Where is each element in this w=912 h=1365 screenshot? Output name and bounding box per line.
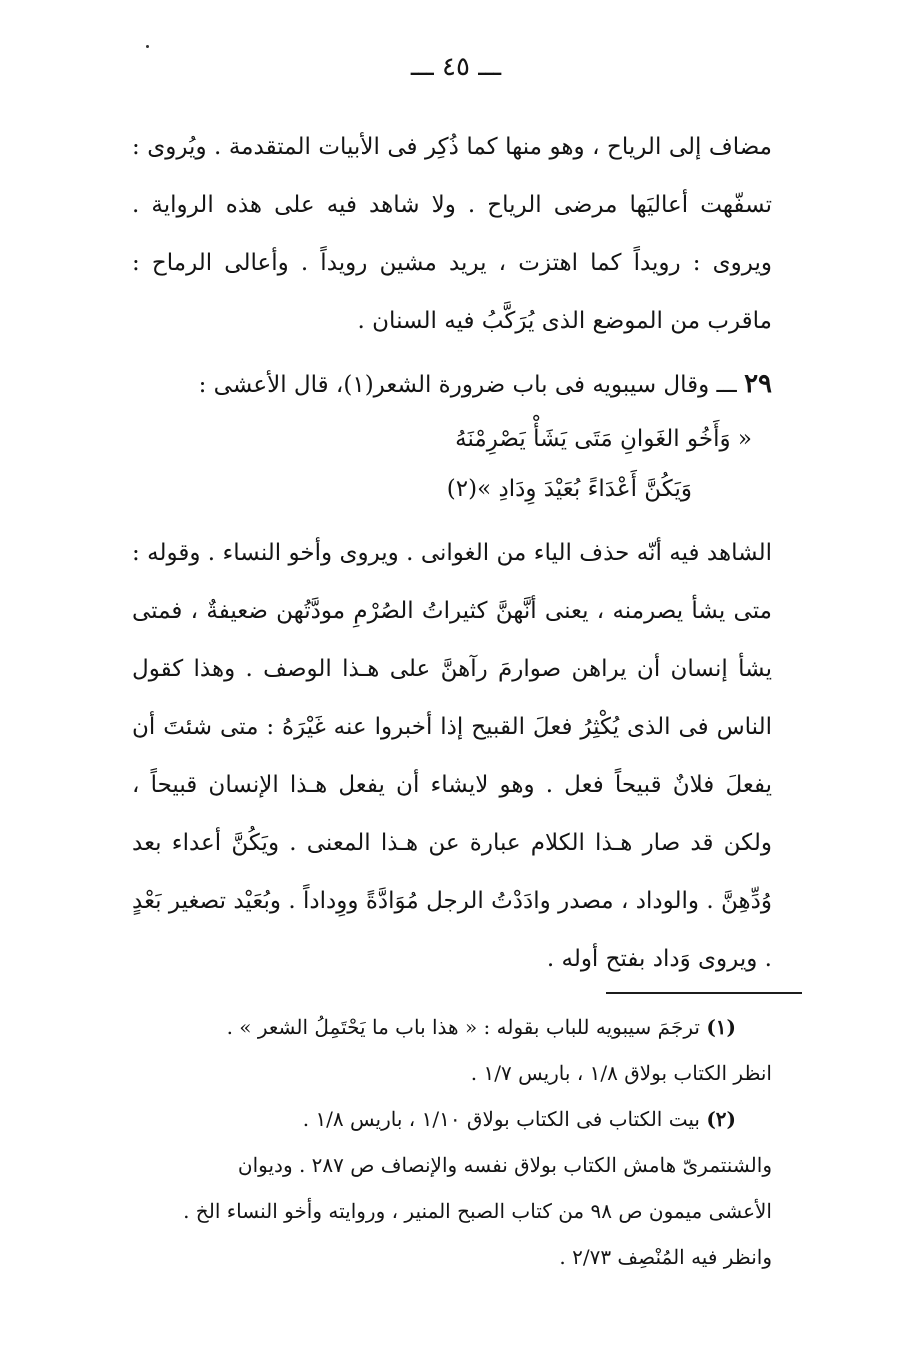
- paragraph-commentary-2: الشاهد فيه أنّه حذف الياء من الغوانى . ويروى وأخو النساء . وقوله : متى يشأ يصرمنه ، يعنى أنَّهنَّ كثيراتُ الصُرْمِ مودَّتُهن ضعيفةٌ ، فمتى يشأ إنسان أن يراهن صوارمَ رآهنَّ على هـذا الوصف . وهذا كقول الناس فى الذى يُكْثِرُ فعلَ القبيح إذا أخبروا عنه غَيْرَهُ : متى شئتَ أن يفعلَ فلانٌ قبيحاً فعل . وهو لايشاء أن يفعل هـذا الإنسان قبيحاً ، ولكن قد صار هـذا الكلام عبارة عن هـذا المعنى . ويَكُنَّ أعداء بعد وُدِّهِنَّ . والوداد ، مصدر وادَدْتُ الرجل مُوَادَّةً ووِداداً . وبُعَيْد تصغير بَعْدٍ . ويروى وَداد بفتح أوله .: [132, 540, 772, 972]
- paragraph-commentary-1: مضاف إلى الرياح ، وهو منها كما ذُكِر فى الأبيات المتقدمة . ويُروى : تسفّهت أعاليَها مرضى الرياح . ولا شاهد فيه على هذه الرواية . ويروى : رويداً كما اهتزت ، يريد مشين رويداً . وأعالى الرماح : ماقرب من الموضع الذى يُرَكَّبُ فيه السنان .: [132, 134, 772, 334]
- verse-line-1: « وَأَخُو الغَوانِ مَتَى يَشَأْ يَصْرِمْنَهُ: [455, 426, 752, 452]
- entry-number: ٢٩: [744, 369, 772, 399]
- footnote-2-continuation-2: الأعشى ميمون ص ٩٨ من كتاب الصبح المنير ، وروايته وأخو النساء الخ .: [183, 1199, 772, 1223]
- footnote-2-mark: (٢): [706, 1107, 736, 1131]
- footnote-1-continuation: انظر الكتاب بولاق ١/٨ ، باريس ١/٧ .: [470, 1061, 772, 1085]
- print-speck: [146, 45, 149, 48]
- footnote-separator: [606, 992, 802, 994]
- verse-line-2: وَيَكُنَّ أَعْدَاءً بُعَيْدَ وِدَادِ »(٢): [446, 476, 692, 502]
- entry-heading: [132, 358, 772, 411]
- footnote-2: [132, 1096, 772, 1142]
- page-number: ـــ ٤٥ ـــ: [410, 52, 502, 82]
- footnote-1-text: ترجَمَ سيبويه للباب بقوله : « هذا باب ما يَحْتَمِلُ الشعر » .: [226, 1015, 700, 1039]
- footnote-2-text: بيت الكتاب فى الكتاب بولاق ١/١٠ ، باريس ١/٨ .: [302, 1107, 700, 1131]
- footnote-2-continuation-3: وانظر فيه المُنْصِف ٢/٧٣ .: [559, 1245, 772, 1269]
- footnote-1: [132, 1004, 772, 1050]
- entry-intro: ـــ وقال سيبويه فى باب ضرورة الشعر(١)، قال الأعشى :: [198, 372, 737, 398]
- footnote-2-continuation-1: والشنتمرىّ هامش الكتاب بولاق نفسه والإنصاف ص ٢٨٧ . وديوان: [237, 1153, 772, 1177]
- footnote-1-mark: (١): [706, 1015, 736, 1039]
- footnotes: [132, 1004, 772, 1280]
